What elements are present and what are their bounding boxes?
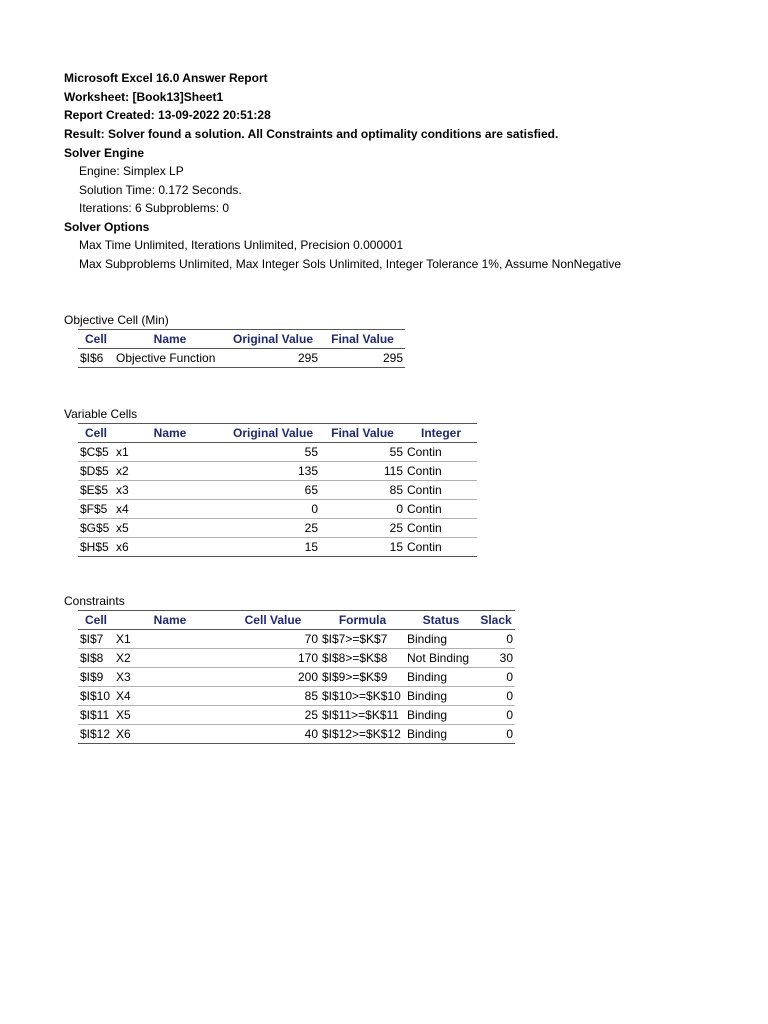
col-header-cell: Cell [78,330,114,349]
integer-type: Contin [405,519,477,538]
integer-type: Contin [405,443,477,462]
original-value: 0 [226,500,320,519]
table-row [78,481,477,500]
table-row [78,538,477,557]
slack: 0 [477,706,515,725]
status: Binding [405,725,477,744]
status: Binding [405,668,477,687]
options-line-1: Max Time Unlimited, Iterations Unlimited, Precision 0.000001 [79,238,404,252]
cell-name: X6 [114,725,226,744]
cell-ref: $F$5 [78,500,114,519]
cell-name: X5 [114,706,226,725]
table-row [78,706,515,725]
cell-ref: $G$5 [78,519,114,538]
col-header-name: Name [114,424,226,443]
original-value: 295 [226,349,320,368]
slack: 0 [477,630,515,649]
col-header-cell: Cell [78,611,114,630]
status: Not Binding [405,649,477,668]
formula: $I$11>=$K$11 [320,706,405,725]
cell-name: X2 [114,649,226,668]
integer-type: Contin [405,538,477,557]
table-row [78,349,405,368]
col-header-name: Name [114,330,226,349]
table-row [78,668,515,687]
table-row [78,649,515,668]
integer-type: Contin [405,462,477,481]
final-value: 85 [320,481,405,500]
col-header-final: Final Value [320,424,405,443]
objective-heading: Objective Cell (Min) [64,313,169,327]
cell-name: X1 [114,630,226,649]
constraints-heading: Constraints [64,594,125,608]
report-title: Microsoft Excel 16.0 Answer Report [64,71,268,85]
variables-heading: Variable Cells [64,407,138,421]
report-created: Report Created: 13-09-2022 20:51:28 [64,108,271,122]
col-header-original: Original Value [226,330,320,349]
col-header-original: Original Value [226,424,320,443]
cell-name: X3 [114,668,226,687]
cell-ref: $H$5 [78,538,114,557]
table-row [78,519,477,538]
col-header-final: Final Value [320,330,405,349]
options-line-2: Max Subproblems Unlimited, Max Integer Sols Unlimited, Integer Tolerance 1%, Assume NonNegative [79,257,622,271]
status: Binding [405,630,477,649]
formula: $I$8>=$K$8 [320,649,405,668]
cell-ref: $I$8 [78,649,114,668]
engine-type: Engine: Simplex LP [79,164,184,178]
cell-value: 200 [226,668,320,687]
options-heading: Solver Options [64,220,150,234]
report-result: Result: Solver found a solution. All Constraints and optimality conditions are satisfied. [64,127,559,141]
formula: $I$7>=$K$7 [320,630,405,649]
cell-name: x5 [114,519,226,538]
table-row [78,462,477,481]
original-value: 15 [226,538,320,557]
cell-name: x4 [114,500,226,519]
cell-ref: $I$11 [78,706,114,725]
col-header-cell: Cell [78,424,114,443]
final-value: 55 [320,443,405,462]
col-header-cell-value: Cell Value [226,611,320,630]
cell-name: x2 [114,462,226,481]
cell-ref: $I$10 [78,687,114,706]
status: Binding [405,687,477,706]
cell-ref: $I$6 [78,349,114,368]
final-value: 0 [320,500,405,519]
table-row [78,500,477,519]
slack: 30 [477,649,515,668]
cell-name: Objective Function [114,349,226,368]
original-value: 135 [226,462,320,481]
table-row [78,630,515,649]
cell-ref: $D$5 [78,462,114,481]
cell-name: X4 [114,687,226,706]
table-row [78,443,477,462]
formula: $I$12>=$K$12 [320,725,405,744]
cell-name: x1 [114,443,226,462]
col-header-slack: Slack [477,611,515,630]
variables-table [78,423,477,557]
cell-ref: $C$5 [78,443,114,462]
cell-name: x3 [114,481,226,500]
integer-type: Contin [405,481,477,500]
final-value: 115 [320,462,405,481]
constraints-table [78,610,515,744]
cell-name: x6 [114,538,226,557]
cell-value: 40 [226,725,320,744]
cell-value: 70 [226,630,320,649]
cell-value: 170 [226,649,320,668]
original-value: 65 [226,481,320,500]
col-header-integer: Integer [405,424,477,443]
objective-table [78,329,405,368]
cell-value: 25 [226,706,320,725]
solution-time: Solution Time: 0.172 Seconds. [79,183,242,197]
report-worksheet: Worksheet: [Book13]Sheet1 [64,90,224,104]
cell-ref: $I$9 [78,668,114,687]
integer-type: Contin [405,500,477,519]
iterations: Iterations: 6 Subproblems: 0 [79,201,230,215]
cell-ref: $I$7 [78,630,114,649]
slack: 0 [477,725,515,744]
col-header-formula: Formula [320,611,405,630]
table-row [78,725,515,744]
original-value: 25 [226,519,320,538]
col-header-status: Status [405,611,477,630]
status: Binding [405,706,477,725]
slack: 0 [477,687,515,706]
col-header-name: Name [114,611,226,630]
final-value: 25 [320,519,405,538]
cell-ref: $E$5 [78,481,114,500]
table-row [78,687,515,706]
engine-heading: Solver Engine [64,146,145,160]
formula: $I$10>=$K$10 [320,687,405,706]
final-value: 295 [320,349,405,368]
final-value: 15 [320,538,405,557]
original-value: 55 [226,443,320,462]
cell-ref: $I$12 [78,725,114,744]
slack: 0 [477,668,515,687]
cell-value: 85 [226,687,320,706]
formula: $I$9>=$K$9 [320,668,405,687]
